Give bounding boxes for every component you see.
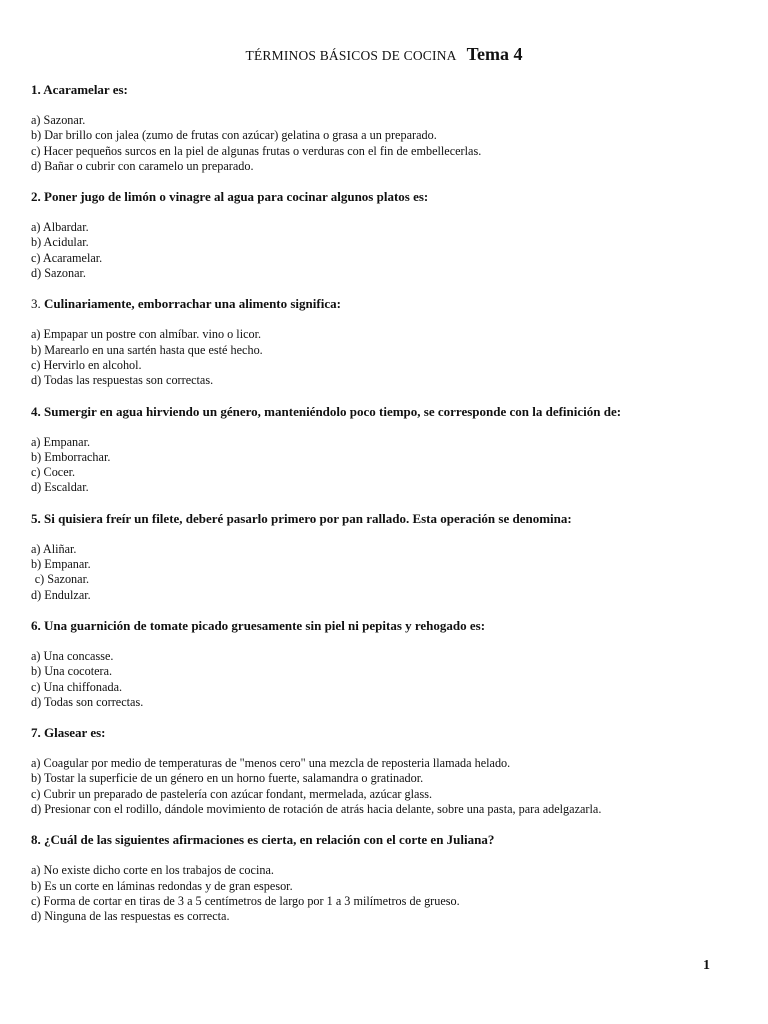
- document-title: [0, 44, 768, 65]
- question-number: 1.: [31, 82, 41, 97]
- option-b: b) Es un corte en láminas redondas y de gran espesor.: [31, 877, 293, 893]
- question-number: 8.: [31, 832, 41, 848]
- question-prompt: Culinariamente, emborrachar una alimento significa:: [44, 296, 341, 312]
- question-text: [31, 296, 751, 312]
- option-a: a) Aliñar.: [31, 540, 77, 556]
- option-d: d) Presionar con el rodillo, dándole movimiento de rotación de atrás hacia delante, sobre una pasta, para adelgazarla.: [31, 801, 602, 817]
- question-text: [31, 404, 751, 420]
- question-number: 6.: [31, 617, 41, 633]
- option-a: a) Sazonar.: [31, 112, 86, 127]
- option-c: c) Acaramelar.: [31, 249, 103, 265]
- title-tema: Tema 4: [466, 44, 523, 64]
- question-number: 4.: [31, 403, 41, 419]
- option-a: a) Empanar.: [31, 433, 91, 449]
- question-text: [31, 189, 751, 205]
- option-b: b) Tostar la superficie de un género en un horno fuerte, salamandra o gratinador.: [31, 770, 424, 786]
- question-prompt: Poner jugo de limón o vinagre al agua para cocinar algunos platos es:: [44, 189, 429, 205]
- option-d: d) Endulzar.: [31, 586, 91, 602]
- question-8: [31, 832, 751, 923]
- option-c: c) Cocer.: [31, 464, 76, 480]
- option-a: a) Albardar.: [31, 219, 89, 235]
- option-d: d) Sazonar.: [31, 265, 86, 281]
- question-text: [31, 511, 751, 527]
- option-c: c) Forma de cortar en tiras de 3 a 5 centímetros de largo por 1 a 3 milímetros de grueso.: [31, 892, 460, 908]
- question-7: [31, 725, 751, 816]
- question-prompt: Acaramelar es:: [43, 82, 128, 97]
- question-4: [31, 404, 751, 495]
- option-b: b) Acidular.: [31, 234, 89, 250]
- option-c: c) Hervirlo en alcohol.: [31, 356, 142, 372]
- question-text: [31, 618, 751, 634]
- option-b: b) Marearlo en una sartén hasta que esté hecho.: [31, 341, 263, 357]
- option-b: b) Empanar.: [31, 556, 91, 572]
- question-prompt: Si quisiera freír un filete, deberé pasarlo primero por pan rallado. Esta operación se denomina:: [44, 510, 572, 526]
- option-b: b) Dar brillo con jalea (zumo de frutas con azúcar) gelatina o grasa a un preparado.: [31, 127, 437, 143]
- question-3: [31, 296, 751, 387]
- question-prompt: Glasear es:: [44, 725, 106, 741]
- question-prompt: Una guarnición de tomate picado gruesamente sin piel ni pepitas y rehogado es:: [44, 617, 486, 633]
- question-1: [31, 82, 751, 173]
- page-number: 1: [703, 958, 710, 973]
- option-d: d) Todas son correctas.: [31, 693, 144, 709]
- question-prompt: Sumergir en agua hirviendo un género, manteniéndolo poco tiempo, se corresponde con la definición de:: [44, 403, 622, 419]
- option-b: b) Emborrachar.: [31, 448, 111, 464]
- option-a: a) No existe dicho corte en los trabajos de cocina.: [31, 862, 274, 878]
- option-a: a) Una concasse.: [31, 647, 114, 663]
- option-d: d) Ninguna de las respuestas es correcta.: [31, 908, 230, 924]
- option-c: c) Una chiffonada.: [31, 678, 123, 694]
- option-d: d) Todas las respuestas son correctas.: [31, 372, 214, 388]
- question-text: [31, 832, 751, 848]
- question-number: 7.: [31, 725, 41, 741]
- question-number: 3.: [31, 296, 41, 312]
- question-number: 5.: [31, 510, 41, 526]
- option-d: d) Bañar o cubrir con caramelo un preparado.: [31, 157, 254, 173]
- question-text: [31, 82, 751, 98]
- question-6: [31, 618, 751, 709]
- question-number: 2.: [31, 189, 41, 205]
- option-d: d) Escaldar.: [31, 479, 89, 495]
- question-5: [31, 511, 751, 602]
- option-c: c) Hacer pequeños surcos en la piel de algunas frutas o verduras con el fin de embellecerlas.: [31, 142, 482, 158]
- option-c: c) Cubrir un preparado de pastelería con azúcar fondant, mermelada, azúcar glass.: [31, 785, 433, 801]
- option-a: a) Empapar un postre con almíbar. vino o licor.: [31, 326, 262, 342]
- question-prompt: ¿Cuál de las siguientes afirmaciones es cierta, en relación con el corte en Juliana?: [44, 832, 495, 848]
- question-2: [31, 189, 751, 280]
- title-text: TÉRMINOS BÁSICOS DE COCINA: [245, 48, 457, 63]
- question-text: [31, 725, 751, 741]
- questions-list: [31, 82, 751, 940]
- option-a: a) Coagular por medio de temperaturas de "menos cero" una mezcla de reposteria llamada helado.: [31, 755, 511, 771]
- option-c: c) Sazonar.: [34, 571, 90, 587]
- option-b: b) Una cocotera.: [31, 663, 113, 679]
